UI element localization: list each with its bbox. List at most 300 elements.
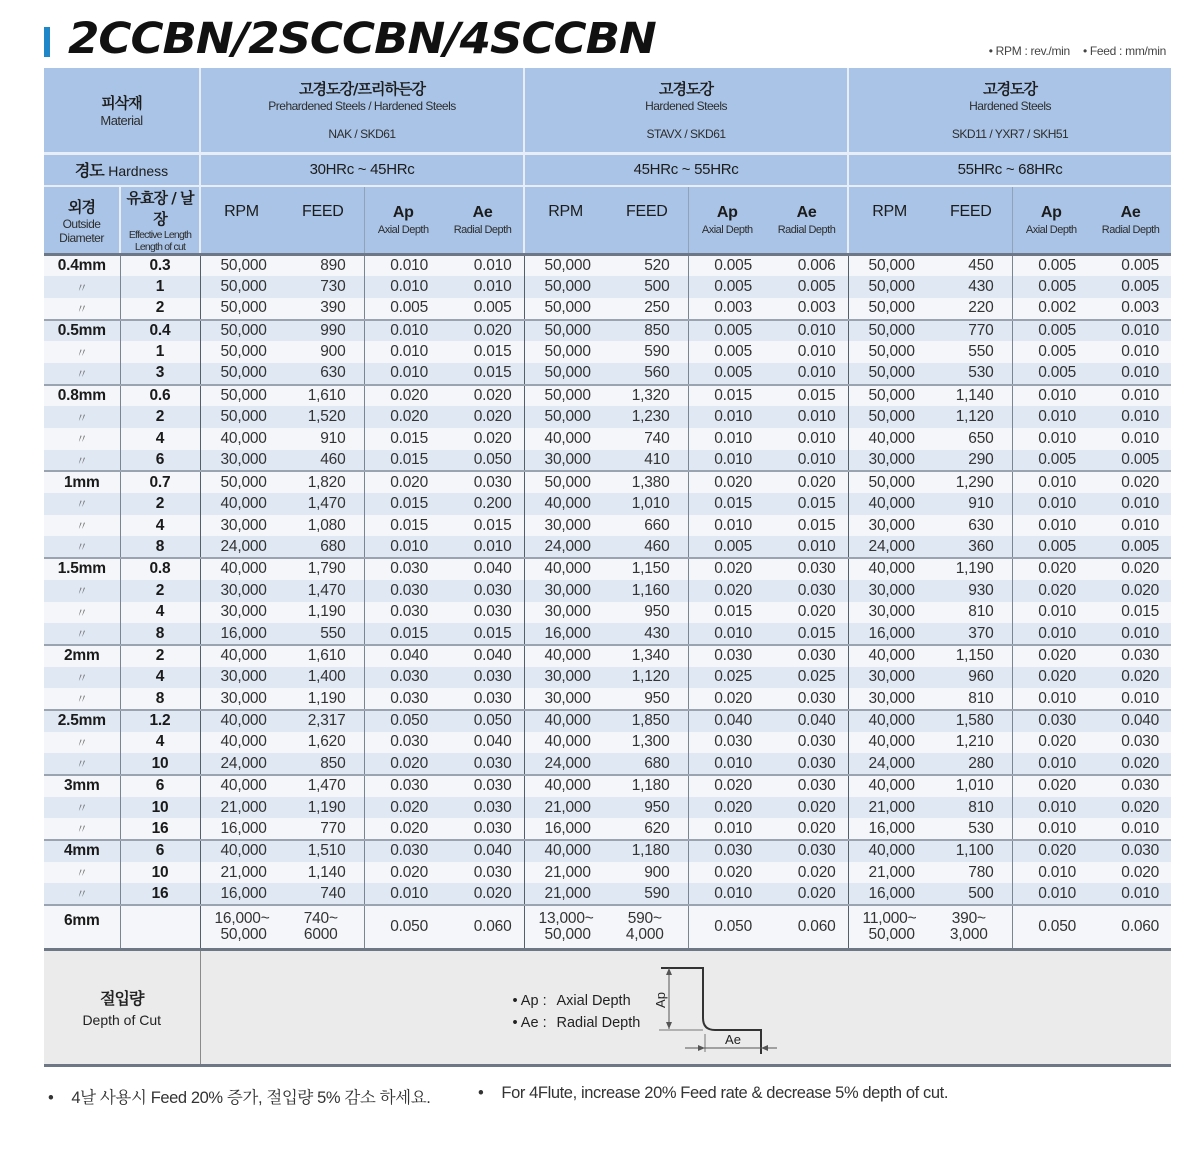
feed-cell: 660 (606, 515, 688, 537)
ditto-mark: 〃 (44, 797, 120, 819)
feed-cell: 900 (282, 341, 364, 363)
feed-cell: 550 (930, 341, 1012, 363)
feed-cell: 590 (606, 341, 688, 363)
dia-header-ko: 외경 (68, 197, 95, 216)
rpm-cell: 50,000 (200, 385, 282, 407)
feed-cell: 410 (606, 450, 688, 472)
ap-cell: 0.010 (1012, 797, 1090, 819)
feed-cell: 1,140 (282, 862, 364, 884)
ae-cell: 0.030 (766, 688, 848, 710)
rpm-cell: 30,000 (524, 602, 606, 624)
feed-cell: 1,080 (282, 515, 364, 537)
ap-cell: 0.010 (1012, 471, 1090, 493)
feed-cell: 770 (930, 320, 1012, 342)
ap-label: Ap (716, 204, 738, 221)
rpm-cell: 30,000 (848, 450, 930, 472)
ae-cell: 0.040 (442, 558, 524, 580)
length-cell: 4 (120, 515, 200, 537)
group-1-en: Prehardened Steels / Hardened Steels (268, 99, 456, 114)
material-group-3 (848, 68, 1171, 153)
feed-label: FEED (626, 203, 668, 220)
table-row (44, 536, 1171, 558)
length-cell: 6 (120, 775, 200, 797)
depth-legend (513, 990, 641, 1034)
table-row (44, 623, 1171, 645)
feed-range-cell (282, 905, 364, 949)
ap-sub-label: Axial Depth (1025, 224, 1077, 236)
feed-cell: 1,120 (606, 667, 688, 689)
legend-ae-val: Radial Depth (556, 1015, 641, 1032)
feed-label: FEED (302, 203, 344, 220)
ae-cell: 0.040 (1090, 710, 1171, 732)
ditto-mark: 〃 (44, 602, 120, 624)
feed-cell: 620 (606, 818, 688, 840)
feed-cell: 430 (606, 623, 688, 645)
ae-sub-label: Radial Depth (777, 224, 836, 236)
ae-cell: 0.030 (766, 645, 848, 667)
feed-cell: 1,470 (282, 775, 364, 797)
ae-cell: 0.010 (442, 255, 524, 277)
hardness-en: Hardness (108, 163, 169, 180)
feed-cell: 1,580 (930, 710, 1012, 732)
ae-cell: 0.030 (1090, 840, 1171, 862)
ae-cell: 0.040 (766, 710, 848, 732)
length-cell: 0.8 (120, 558, 200, 580)
feed-cell: 1,850 (606, 710, 688, 732)
feed-cell: 530 (930, 363, 1012, 385)
table-row (44, 775, 1171, 797)
rpm-cell: 16,000 (524, 623, 606, 645)
length-cell: 2 (120, 298, 200, 320)
table-row (44, 255, 1171, 277)
cutting-conditions-table (44, 68, 1171, 1067)
rpm-cell: 40,000 (524, 645, 606, 667)
rpm-cell: 50,000 (848, 298, 930, 320)
ap-cell: 0.015 (364, 428, 442, 450)
ae-cell: 0.050 (442, 450, 524, 472)
ap-cell: 0.005 (688, 276, 766, 298)
rpm-range-cell (524, 905, 606, 949)
feed-cell: 1,620 (282, 732, 364, 754)
ap-cell: 0.015 (364, 493, 442, 515)
ap-cell: 0.015 (364, 515, 442, 537)
feed-range-end: 6000 (303, 925, 338, 943)
rpm-cell: 40,000 (524, 840, 606, 862)
rpm-cell: 50,000 (200, 471, 282, 493)
material-group-2 (524, 68, 848, 153)
feed-cell: 1,510 (282, 840, 364, 862)
rpm-cell: 50,000 (524, 341, 606, 363)
rpm-cell: 50,000 (848, 471, 930, 493)
dia-header (44, 186, 120, 255)
ap-sub-label: Axial Depth (701, 224, 753, 236)
ap-arrow-top (666, 968, 672, 975)
ae-arrow-left (698, 1045, 705, 1051)
legend-ap-key: • Ap : (512, 993, 547, 1010)
feed-cell: 780 (930, 862, 1012, 884)
diameter-cell: 0.5mm (44, 320, 120, 342)
feed-cell: 460 (606, 536, 688, 558)
ap-cell: 0.005 (688, 320, 766, 342)
ditto-mark: 〃 (44, 515, 120, 537)
material-label-cell (44, 68, 200, 153)
ae-cell: 0.020 (1090, 667, 1171, 689)
ap-cell: 0.030 (364, 775, 442, 797)
feed-cell: 1,190 (282, 797, 364, 819)
material-label-ko: 피삭재 (101, 93, 142, 112)
rpm-cell: 50,000 (524, 406, 606, 428)
rpm-cell: 24,000 (524, 753, 606, 775)
table-row (44, 883, 1171, 905)
ae-cell: 0.030 (442, 775, 524, 797)
rpm-cell: 30,000 (848, 602, 930, 624)
feed-cell: 370 (930, 623, 1012, 645)
feed-cell: 650 (930, 428, 1012, 450)
ae-sub-label: Radial Depth (453, 224, 512, 236)
rpm-cell: 30,000 (524, 515, 606, 537)
rpm-cell: 40,000 (200, 645, 282, 667)
length-cell: 0.3 (120, 255, 200, 277)
ap-cell: 0.020 (688, 471, 766, 493)
ae-cell: 0.025 (766, 667, 848, 689)
ae-cell: 0.010 (766, 450, 848, 472)
rpm-cell: 40,000 (524, 732, 606, 754)
length-cell: 6 (120, 450, 200, 472)
rpm-cell: 40,000 (524, 493, 606, 515)
rpm-cell: 21,000 (524, 883, 606, 905)
feed-cell: 390 (282, 298, 364, 320)
ae-cell: 0.020 (766, 862, 848, 884)
feed-cell: 560 (606, 363, 688, 385)
ap-cell: 0.005 (364, 298, 442, 320)
ae-cell: 0.010 (442, 536, 524, 558)
rpm-cell: 50,000 (524, 298, 606, 320)
diameter-cell: 3mm (44, 775, 120, 797)
rpm-cell: 50,000 (848, 276, 930, 298)
ae-cell: 0.015 (766, 515, 848, 537)
rpm-cell: 50,000 (524, 276, 606, 298)
table-row (44, 797, 1171, 819)
rpm-header-3 (848, 186, 930, 255)
ap-cell: 0.010 (364, 883, 442, 905)
feed-cell: 430 (930, 276, 1012, 298)
length-cell: 4 (120, 667, 200, 689)
feed-cell: 960 (930, 667, 1012, 689)
diameter-cell: 4mm (44, 840, 120, 862)
units-legend (979, 44, 1166, 58)
feed-cell: 1,210 (930, 732, 1012, 754)
ae-sub-label: Radial Depth (1101, 224, 1160, 236)
ae-cell: 0.010 (766, 536, 848, 558)
rpm-cell: 50,000 (200, 341, 282, 363)
rpm-cell: 21,000 (848, 862, 930, 884)
rpm-cell: 50,000 (848, 385, 930, 407)
ae-header-3 (1090, 186, 1171, 255)
ae-cell: 0.010 (1090, 385, 1171, 407)
ae-cell: 0.200 (442, 493, 524, 515)
rpm-cell: 50,000 (524, 363, 606, 385)
ae-cell: 0.010 (1090, 623, 1171, 645)
ae-cell: 0.010 (766, 428, 848, 450)
ae-cell: 0.020 (766, 797, 848, 819)
feed-unit: • Feed : mm/min (1082, 44, 1166, 58)
ap-cell: 0.015 (364, 623, 442, 645)
ae-cell: 0.015 (442, 515, 524, 537)
rpm-cell: 40,000 (848, 732, 930, 754)
ae-cell: 0.010 (1090, 883, 1171, 905)
feed-cell: 950 (606, 797, 688, 819)
ae-cell: 0.040 (442, 645, 524, 667)
table-row (44, 298, 1171, 320)
ap-cell: 0.010 (364, 341, 442, 363)
ap-arrow-bottom (666, 1022, 672, 1029)
group-1-grades: NAK / SKD61 (328, 127, 396, 142)
footer-text-2: For 4Flute, increase 20% Feed rate & decrease 5% depth of cut. (501, 1084, 949, 1102)
feed-cell: 220 (930, 298, 1012, 320)
ae-cell: 0.020 (442, 883, 524, 905)
ap-cell: 0.020 (1012, 558, 1090, 580)
rpm-range-cell (200, 905, 282, 949)
feed-cell: 950 (606, 688, 688, 710)
feed-cell: 900 (606, 862, 688, 884)
ae-cell: 0.030 (766, 732, 848, 754)
group-3-en: Hardened Steels (969, 99, 1052, 114)
title-accent-bar (44, 27, 50, 57)
ae-cell: 0.040 (442, 840, 524, 862)
ap-cell: 0.050 (1012, 905, 1090, 949)
ap-cell: 0.040 (688, 710, 766, 732)
feed-cell: 1,010 (930, 775, 1012, 797)
length-cell: 16 (120, 883, 200, 905)
length-cell: 8 (120, 623, 200, 645)
table-row (44, 363, 1171, 385)
rpm-cell: 30,000 (200, 602, 282, 624)
ap-cell: 0.010 (688, 406, 766, 428)
ae-cell: 0.010 (766, 341, 848, 363)
ae-label: Ae (1120, 204, 1141, 221)
cut-profile-line (661, 968, 761, 1054)
ae-label: Ae (796, 204, 817, 221)
ae-cell: 0.020 (766, 818, 848, 840)
feed-cell: 630 (930, 515, 1012, 537)
diameter-cell: 1.5mm (44, 558, 120, 580)
ae-cell: 0.030 (442, 471, 524, 493)
ae-cell: 0.060 (442, 905, 524, 949)
rpm-cell: 40,000 (848, 428, 930, 450)
ae-cell: 0.005 (442, 298, 524, 320)
feed-cell: 1,610 (282, 645, 364, 667)
rpm-cell: 40,000 (524, 775, 606, 797)
ap-cell: 0.010 (1012, 602, 1090, 624)
ap-cell: 0.005 (1012, 276, 1090, 298)
table-row (44, 341, 1171, 363)
feed-cell: 1,190 (282, 602, 364, 624)
feed-cell: 280 (930, 753, 1012, 775)
ae-cell: 0.010 (1090, 341, 1171, 363)
rpm-cell: 50,000 (200, 255, 282, 277)
feed-header-3 (930, 186, 1012, 255)
ap-cell: 0.020 (688, 797, 766, 819)
length-cell: 10 (120, 753, 200, 775)
feed-cell: 810 (930, 797, 1012, 819)
depth-of-cut-label (44, 949, 200, 1065)
rpm-cell: 30,000 (200, 580, 282, 602)
ditto-mark: 〃 (44, 753, 120, 775)
feed-cell: 930 (930, 580, 1012, 602)
ap-cell: 0.010 (688, 883, 766, 905)
length-cell: 2 (120, 645, 200, 667)
ap-cell: 0.005 (1012, 363, 1090, 385)
ap-cell: 0.010 (1012, 862, 1090, 884)
table-row (44, 515, 1171, 537)
rpm-cell: 24,000 (200, 753, 282, 775)
feed-cell: 1,190 (282, 688, 364, 710)
rpm-cell: 21,000 (524, 797, 606, 819)
ap-cell: 0.020 (364, 385, 442, 407)
feed-cell: 1,140 (930, 385, 1012, 407)
ap-header-3 (1012, 186, 1090, 255)
ap-label: Ap (1040, 204, 1062, 221)
ae-cell: 0.010 (1090, 688, 1171, 710)
ap-cell: 0.010 (364, 320, 442, 342)
ae-cell: 0.006 (766, 255, 848, 277)
length-cell: 8 (120, 688, 200, 710)
ae-cell: 0.005 (1090, 255, 1171, 277)
ae-cell: 0.030 (442, 580, 524, 602)
ae-cell: 0.030 (442, 818, 524, 840)
ae-cell: 0.030 (766, 753, 848, 775)
rpm-cell: 30,000 (524, 667, 606, 689)
ae-cell: 0.010 (766, 406, 848, 428)
dia-header-en2: Diameter (59, 230, 104, 245)
ae-cell: 0.030 (766, 558, 848, 580)
feed-cell: 1,520 (282, 406, 364, 428)
ditto-mark: 〃 (44, 883, 120, 905)
rpm-header-2 (524, 186, 606, 255)
ap-cell: 0.020 (364, 406, 442, 428)
ae-cell: 0.050 (442, 710, 524, 732)
page-header (44, 14, 656, 64)
group-2-ko: 고경도강 (659, 80, 714, 99)
hardness-group-3: 55HRc ~ 68HRc (848, 153, 1171, 186)
diameter-cell: 0.8mm (44, 385, 120, 407)
rpm-cell: 50,000 (200, 363, 282, 385)
rpm-cell: 30,000 (200, 667, 282, 689)
ap-cell: 0.020 (1012, 732, 1090, 754)
rpm-cell: 30,000 (848, 688, 930, 710)
ap-cell: 0.030 (688, 840, 766, 862)
ae-cell: 0.020 (766, 471, 848, 493)
footer-text-1: 4날 사용시 Feed 20% 증가, 절입량 5% 감소 하세요. (71, 1089, 431, 1107)
rpm-cell: 50,000 (200, 298, 282, 320)
footer-bullet-1: • (48, 1089, 54, 1107)
rpm-cell: 30,000 (848, 667, 930, 689)
length-cell: 10 (120, 797, 200, 819)
ditto-mark: 〃 (44, 732, 120, 754)
feed-cell: 1,790 (282, 558, 364, 580)
rpm-range-start: 16,000~ (214, 909, 270, 927)
ditto-mark: 〃 (44, 862, 120, 884)
ae-cell: 0.030 (1090, 645, 1171, 667)
rpm-cell: 30,000 (848, 580, 930, 602)
ae-cell: 0.030 (766, 580, 848, 602)
ae-cell: 0.040 (442, 732, 524, 754)
ae-header-1 (442, 186, 524, 255)
feed-cell: 1,290 (930, 471, 1012, 493)
ap-cell: 0.030 (364, 558, 442, 580)
feed-range-start: 390~ (951, 909, 986, 927)
ditto-mark: 〃 (44, 688, 120, 710)
diameter-cell: 6mm (44, 905, 120, 949)
material-group-1 (200, 68, 524, 153)
length-cell: 6 (120, 840, 200, 862)
ap-cell: 0.020 (1012, 840, 1090, 862)
ap-cell: 0.010 (688, 515, 766, 537)
ae-cell: 0.015 (766, 623, 848, 645)
feed-range-start: 590~ (627, 909, 662, 927)
rpm-label: RPM (548, 203, 583, 220)
table-row (44, 276, 1171, 298)
ae-cell: 0.020 (1090, 753, 1171, 775)
ap-header-1 (364, 186, 442, 255)
ae-cell: 0.010 (1090, 320, 1171, 342)
ap-cell: 0.005 (1012, 450, 1090, 472)
ae-cell: 0.010 (1090, 818, 1171, 840)
ap-cell: 0.010 (1012, 385, 1090, 407)
depth-of-cut-row (44, 949, 1171, 1065)
rpm-cell: 21,000 (200, 797, 282, 819)
ae-cell: 0.020 (442, 385, 524, 407)
ditto-mark: 〃 (44, 276, 120, 298)
ap-cell: 0.020 (1012, 645, 1090, 667)
rpm-cell: 40,000 (848, 558, 930, 580)
table-row (44, 471, 1171, 493)
rpm-cell: 40,000 (848, 645, 930, 667)
rpm-cell: 16,000 (200, 883, 282, 905)
ditto-mark: 〃 (44, 536, 120, 558)
ae-cell: 0.015 (766, 493, 848, 515)
length-cell: 4 (120, 428, 200, 450)
ap-cell: 0.030 (364, 667, 442, 689)
ap-cell: 0.050 (688, 905, 766, 949)
depth-of-cut-ko: 절입량 (100, 989, 144, 1009)
ae-diagram-label: Ae (724, 1032, 741, 1048)
ap-cell: 0.010 (364, 255, 442, 277)
ae-cell: 0.015 (442, 341, 524, 363)
rpm-cell: 40,000 (200, 493, 282, 515)
rpm-cell: 40,000 (524, 558, 606, 580)
rpm-unit: • RPM : rev./min (988, 44, 1070, 58)
page-title: 2CCBN/2SCCBN/4SCCBN (68, 14, 656, 64)
ap-cell: 0.015 (688, 493, 766, 515)
table-row (44, 667, 1171, 689)
feed-header-1 (282, 186, 364, 255)
feed-range-cell (606, 905, 688, 949)
ap-cell: 0.010 (1012, 406, 1090, 428)
ap-cell: 0.005 (688, 536, 766, 558)
ap-cell: 0.030 (1012, 710, 1090, 732)
table-row (44, 428, 1171, 450)
hardness-ko: 경도 (74, 161, 104, 181)
rpm-cell: 24,000 (848, 536, 930, 558)
feed-cell: 1,820 (282, 471, 364, 493)
rpm-header-1 (200, 186, 282, 255)
ae-cell: 0.015 (766, 385, 848, 407)
feed-cell: 1,610 (282, 385, 364, 407)
ap-cell: 0.030 (364, 732, 442, 754)
ae-cell: 0.015 (1090, 602, 1171, 624)
table-row (44, 840, 1171, 862)
